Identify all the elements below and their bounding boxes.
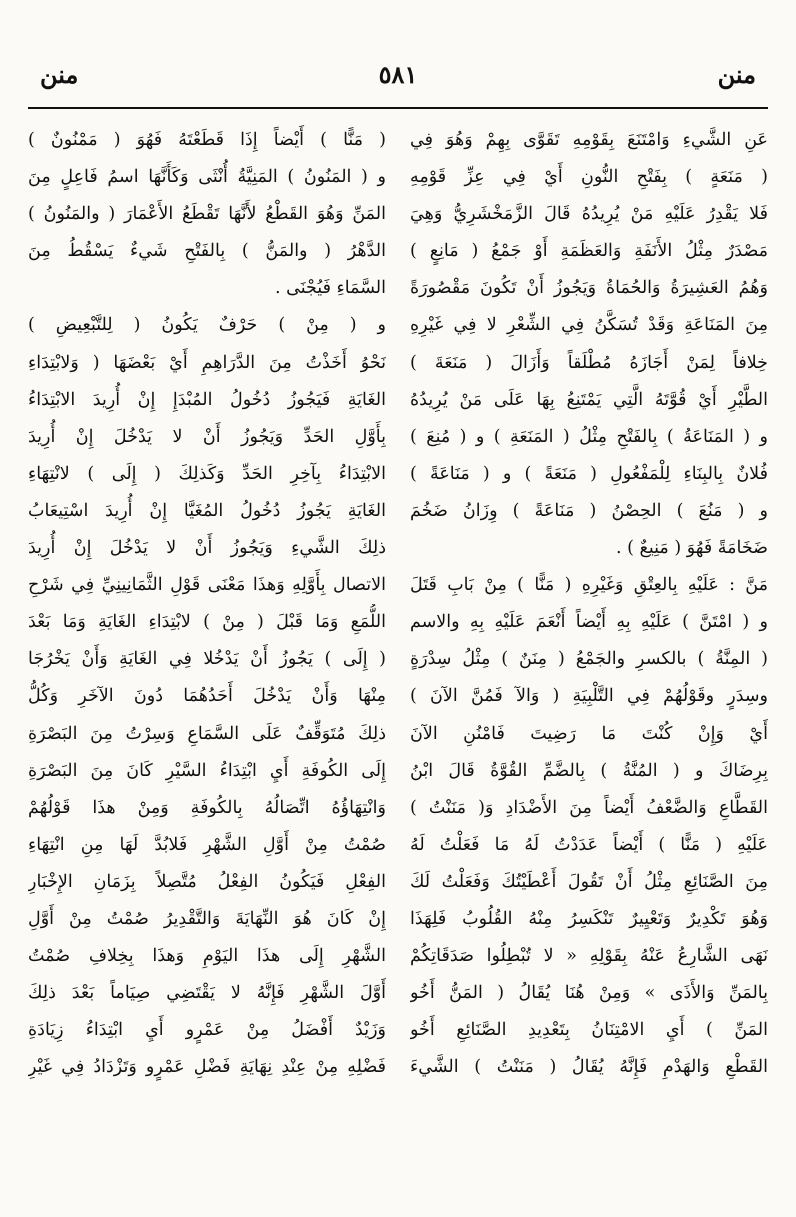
text-line: ذلِكَ الشَّيءِ وَيَجُوزُ أَنْ لا يَدْخُلَ إِنْ أُرِيدَ (28, 538, 386, 559)
running-head-left: منن (40, 60, 79, 89)
text-line: مِنَ المَنَاعَةِ وَقَدْ تُسَكَّنُ فِي الشِّعْرِ لا فِي غَيْرِهِ (410, 315, 768, 336)
text-line: و ( المَنُونُ ) المَنِيَّةُ أُنْثَى وَكَأَنَّهَا اسمُ فَاعِلٍ مِنَ (28, 167, 386, 188)
text-line: الابْتِدَاءُ بِآخِرِ الحَدِّ وَكَذلِكَ ( إِلَى ) لانْتِهَاءِ (28, 463, 386, 484)
right-column (410, 122, 768, 1177)
text-line: وَزَيْدٌ أَفْضَلُ مِنْ عَمْرٍو أَيِ ابْتِدَاءُ زِيَادَةِ (28, 1020, 386, 1041)
text-line: و ( مِنْ ) حَرْفٌ يَكُونُ ( لِلتَّبْعِيضِ ) (28, 315, 386, 336)
text-line: خِلافاً لِمَنْ أَجَازَهُ مُطْلَقاً وَأَزَالَ ( مَنَعَةَ ) (410, 352, 768, 373)
page-header (28, 60, 768, 100)
text-line: مَصْدَرٌ مِثْلُ الأَنَفَةِ وَالعَظَمَةِ أَوْ جَمْعُ ( مَانِعٍ ) (410, 241, 768, 262)
text-line: فَضْلِهِ مِنْ عِنْدِ نِهَايَةِ فَضْلِ عَمْرٍو وَتَزْدَادُ فِي غَيْرِ (28, 1057, 386, 1078)
text-line: المَنِّ وَهُوَ القَطْعُ لأَنَّهَا تَقْطَعُ الأَعْمَارَ ( والمَنُونُ ) (28, 204, 386, 225)
text-line: ( المِنَّةُ ) بالكسرِ والجَمْعُ ( مِنَنٌ ) مِثْلُ سِدْرَةٍ (410, 649, 768, 670)
text-line: الطَّيْرِ أَيْ قُوَّتَهُ الَّتِي يَمْتَنِعُ بِهَا عَلَى مَنْ يُرِيدُهُ (410, 389, 768, 410)
text-line: إِلَى الكُوفَةِ أَيِ ابْتِدَاءُ السَّيْرِ كَانَ مِنَ البَصْرَةِ (28, 760, 386, 781)
text-line: القَطْعِ وَالهَدْمِ فَإِنَّهُ يُقَالُ ( مَنَنْتُ ) الشَّيءَ (410, 1057, 768, 1078)
page-number: ٥٨١ (378, 60, 418, 89)
text-line: ( إِلَى ) يَجُوزُ أَنْ يَدْخُلا فِي الغَايَةِ وَأَنْ يَخْرُجَا (28, 649, 386, 670)
text-line: بِرِضَاكَ و ( المُنَّةُ ) بِالضَّمِّ القُوَّةُ قَالَ ابْنُ (410, 760, 768, 781)
text-line: ( مَنًّا ) أَيْضاً إِذَا قَطَعْتَهُ فَهُوَ ( مَمْنُونٌ ) (28, 130, 386, 150)
text-line: و ( المَنَاعَةُ ) بِالفَتْحِ مِثْلُ ( المَنَعَةِ ) و ( مُنِعَ ) (410, 426, 768, 447)
text-line: مِنَ الصَّنَائِعِ مِثْلُ أَنْ تَقُولَ أَعْطَيْتُكَ وَفَعَلْتُ لَكَ (410, 871, 768, 892)
text-line: نَهَى الشَّارِعُ عَنْهُ بِقَوْلِهِ « لا تُبْطِلُوا صَدَقَاتِكُمْ (410, 946, 768, 967)
text-line: عَنِ الشَّيءِ وَامْتَنَعَ بِقَوْمِهِ تَقَوَّى بِهِمْ وَهُوَ فِي (410, 130, 768, 150)
text-line: الشَّهْرِ إِلَى هذَا اليَوْمِ وَهذَا بِخِلافِ صُمْتُ (28, 946, 386, 967)
text-line: إِنْ كَانَ هُوَ النِّهَايَةَ وَالتَّقْدِيرُ صُمْتُ مِنْ أَوَّلِ (28, 908, 386, 929)
text-line: وسِدَرٍ وقَوْلُهُمْ فِي التَّلْبِيَةِ ( وَالآ فَمُنَّ الآنَ ) (410, 686, 768, 707)
text-line: وَهُمُ العَشِيرَةُ وَالحُمَاةُ وَيَجُوزُ أَنْ تَكُونَ مَقْصُورَةً (410, 278, 768, 299)
running-head-right: منن (717, 60, 756, 89)
text-line: القَطَّاعِ وَالضَّعْفُ أَيْضاً مِنَ الأَضْدَادِ وَ( مَنَنْتُ ) (410, 797, 768, 818)
text-line: الاتصال بِأَوَّلِهِ وَهذَا مَعْنَى قَوْلِ الثَّمَانِينِيِّ فِي شَرْحِ (28, 575, 386, 596)
text-line: الغَايَةِ فَيَجُوزُ دُخُولُ المُبْدَإِ إِنْ أُرِيدَ الابْتِدَاءُ (28, 389, 386, 410)
text-line: عَلَيْهِ ( مَنًّا ) أَيْضاً عَدَدْتُ لَهُ مَا فَعَلْتُ لَهُ (410, 834, 768, 855)
text-line: و ( امْتَنَّ ) عَلَيْهِ بِهِ أَيْضاً أَنْعَمَ عَلَيْهِ بِهِ والاسم (410, 612, 768, 633)
text-line: السَّمَاءِ فَيُجْنَى . (275, 278, 386, 299)
text-line: بِأَوَّلِ الحَدِّ وَيَجُوزُ أَنْ لا يَدْخُلَ إِنْ أُرِيدَ (28, 426, 386, 447)
text-line: المَنِّ ) أَيِ الامْتِنَانُ بِتَعْدِيدِ الصَّنَائِعِ أَخُو (410, 1020, 768, 1041)
text-line: نَحْوُ أَخَذْتُ مِنَ الدَّرَاهِمِ أَيْ بَعْضَهَا ( وَلابْتِدَاءِ (28, 352, 386, 373)
text-line: و ( مَنُعَ ) الحِصْنُ ( مَنَاعَةً ) وِزَانُ ضَخُمَ (410, 500, 768, 521)
text-line: الدَّهْرُ ( والمَنُّ ) بِالفَتْحِ شَيءٌ يَسْقُطُ مِنَ (28, 241, 386, 262)
text-line: فُلانٌ بِالبِنَاءِ لِلْمَفْعُولِ ( مَنَعَةً ) و ( مَنَاعَةً ) (410, 463, 768, 484)
header-rule (28, 107, 768, 109)
text-line: بِالمَنِّ وَالأَذَى » وَمِنْ هُنَا يُقَالُ ( المَنُّ أَخُو (410, 983, 768, 1004)
text-line: وَهُوَ تَكْدِيرٌ وَتَعْيِيرٌ تَنْكَسِرُ مِنْهُ القُلُوبُ فَلِهَذَا (410, 908, 768, 929)
text-line: ضَخَامَةً فَهُوَ ( مَنِيعٌ ) . (616, 538, 768, 559)
text-line: مَنَّ : عَلَيْهِ بِالعِتْقِ وَغَيْرِهِ ( مَنًّا ) مِنْ بَابِ قَتَلَ (410, 575, 768, 596)
text-line: اللُّمَعِ وَمَا قَبْلَ ( مِنْ ) لابْتِدَاءِ الغَايَةِ وَمَا بَعْدَ (28, 612, 386, 633)
text-line: الفِعْلِ فَيَكُونُ الفِعْلُ مُتَّصِلاً بِزَمَانِ الإِخْبَارِ (28, 871, 386, 892)
text-line: فَلا يَقْدِرُ عَلَيْهِ مَنْ يُرِيدُهُ قَالَ الزَّمَخْشَرِيُّ وَهِيَ (410, 204, 768, 225)
left-column (28, 122, 386, 1177)
text-line: وَانْتِهَاؤُهُ اتِّصَالُهُ بِالكُوفَةِ وَمِنْ هذَا قَوْلُهُمْ (28, 797, 386, 818)
text-line: صُمْتُ مِنْ أَوَّلِ الشَّهْرِ فَلابُدَّ لَهَا مِنِ انْتِهَاءِ (28, 834, 386, 855)
text-line: أَوَّلَ الشَّهْرِ فَإِنَّهُ لا يَقْتَضِي صِيَاماً بَعْدَ ذلِكَ (28, 983, 386, 1004)
text-columns (28, 122, 768, 1177)
text-line: ذلِكَ مُتَوَقِّفٌ عَلَى السَّمَاعِ وَسِرْتُ مِنَ البَصْرَةِ (28, 723, 386, 744)
text-line: أَيْ وَإِنْ كُنْتَ مَا رَضِيتَ فَامْنُنِ الآنَ (410, 723, 768, 744)
text-line: الغَايَةِ يَجُوزُ دُخُولُ المُغَيَّا إِنْ أُرِيدَ اسْتِيعَابُ (28, 500, 386, 521)
text-line: ( مَنَعَةٍ ) بِفَتْحِ النُّونِ أَيْ فِي عِزِّ قَوْمِهِ (410, 167, 768, 188)
text-line: مِنْهَا وَأَنْ يَدْخُلَ أَحَدُهُمَا دُونَ الآخَرِ وَكُلُّ (28, 686, 386, 707)
